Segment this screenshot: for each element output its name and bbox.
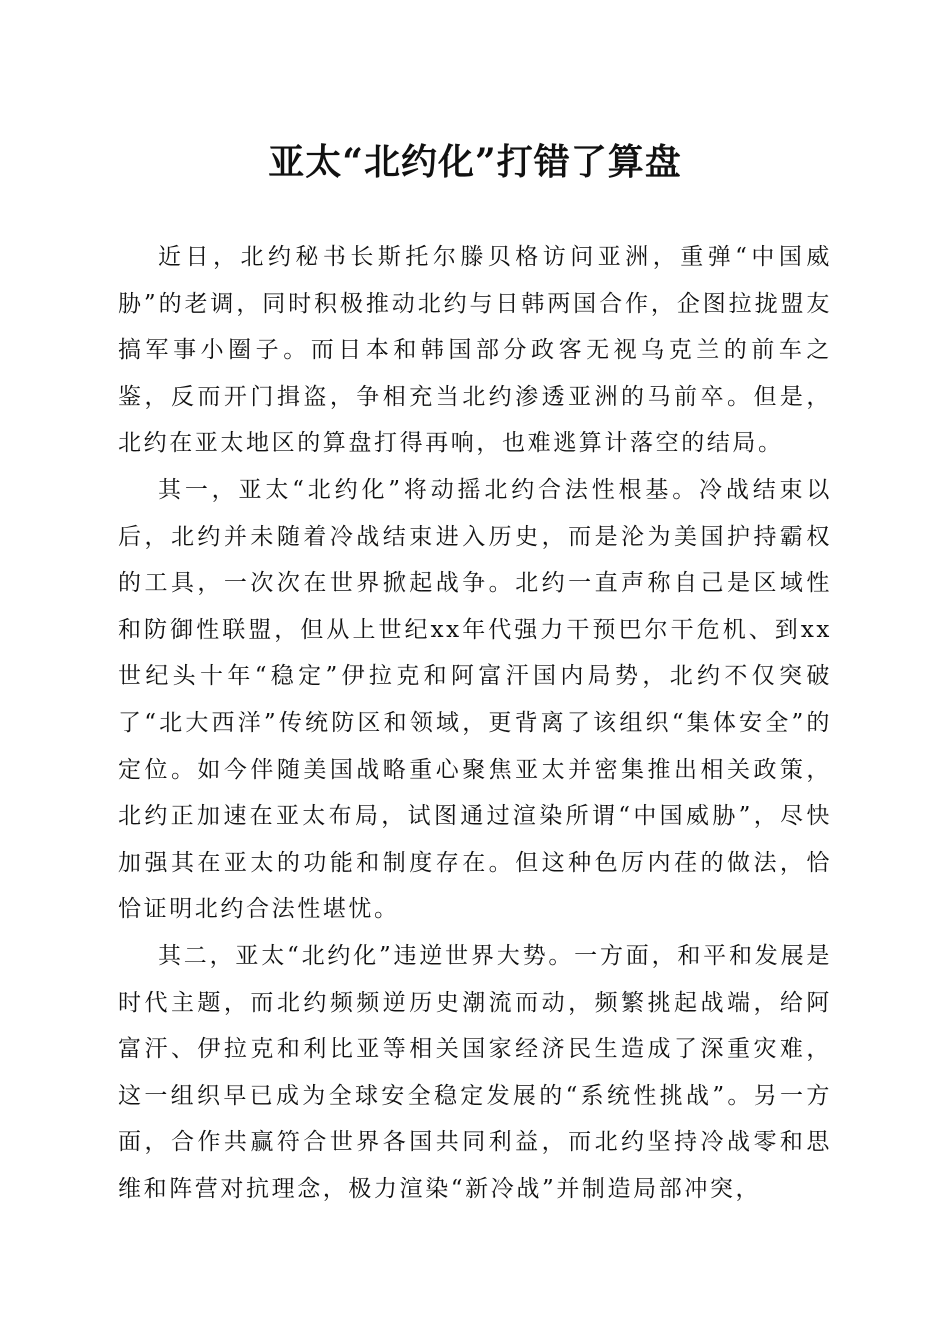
document-page <box>118 0 832 1344</box>
paragraph-point-two: 其二，亚太“北约化”违逆世界大势。一方面，和平和发展是时代主题，而北约频频逆历史潮流而动，频繁挑起战端，给阿富汗、伊拉克和利比亚等相关国家经济民生造成了深重灾难，这一组织早已成为全球安全稳定发展的“系统性挑战”。另一方面，合作共赢符合世界各国共同利益，而北约坚持冷战零和思维和阵营对抗理念，极力渲染“新冷战”并制造局部冲突， <box>118 942 832 1202</box>
article-title: 亚太“北约化”打错了算盘 <box>268 141 682 183</box>
paragraph-point-one: 其一，亚太“北约化”将动摇北约合法性根基。冷战结束以后，北约并未随着冷战结束进入历史，而是沦为美国护持霸权的工具，一次次在世界掀起战争。北约一直声称自己是区域性和防御性联盟，但从上世纪xx年代强力干预巴尔干危机、到xx世纪头十年“稳定”伊拉克和阿富汗国内局势，北约不仅突破了“北大西洋”传统防区和领域，更背离了该组织“集体安全”的定位。如今伴随美国战略重心聚焦亚太并密集推出相关政策，北约正加速在亚太布局，试图通过渲染所谓“中国威胁”，尽快加强其在亚太的功能和制度存在。但这种色厉内荏的做法，恰恰证明北约合法性堪忧。 <box>118 476 832 923</box>
paragraph-intro: 近日，北约秘书长斯托尔滕贝格访问亚洲，重弹“中国威胁”的老调，同时积极推动北约与日韩两国合作，企图拉拢盟友搞军事小圈子。而日本和韩国部分政客无视乌克兰的前车之鉴，反而开门揖盗，争相充当北约渗透亚洲的马前卒。但是，北约在亚太地区的算盘打得再响，也难逃算计落空的结局。 <box>118 244 832 457</box>
article-body <box>118 234 832 1212</box>
